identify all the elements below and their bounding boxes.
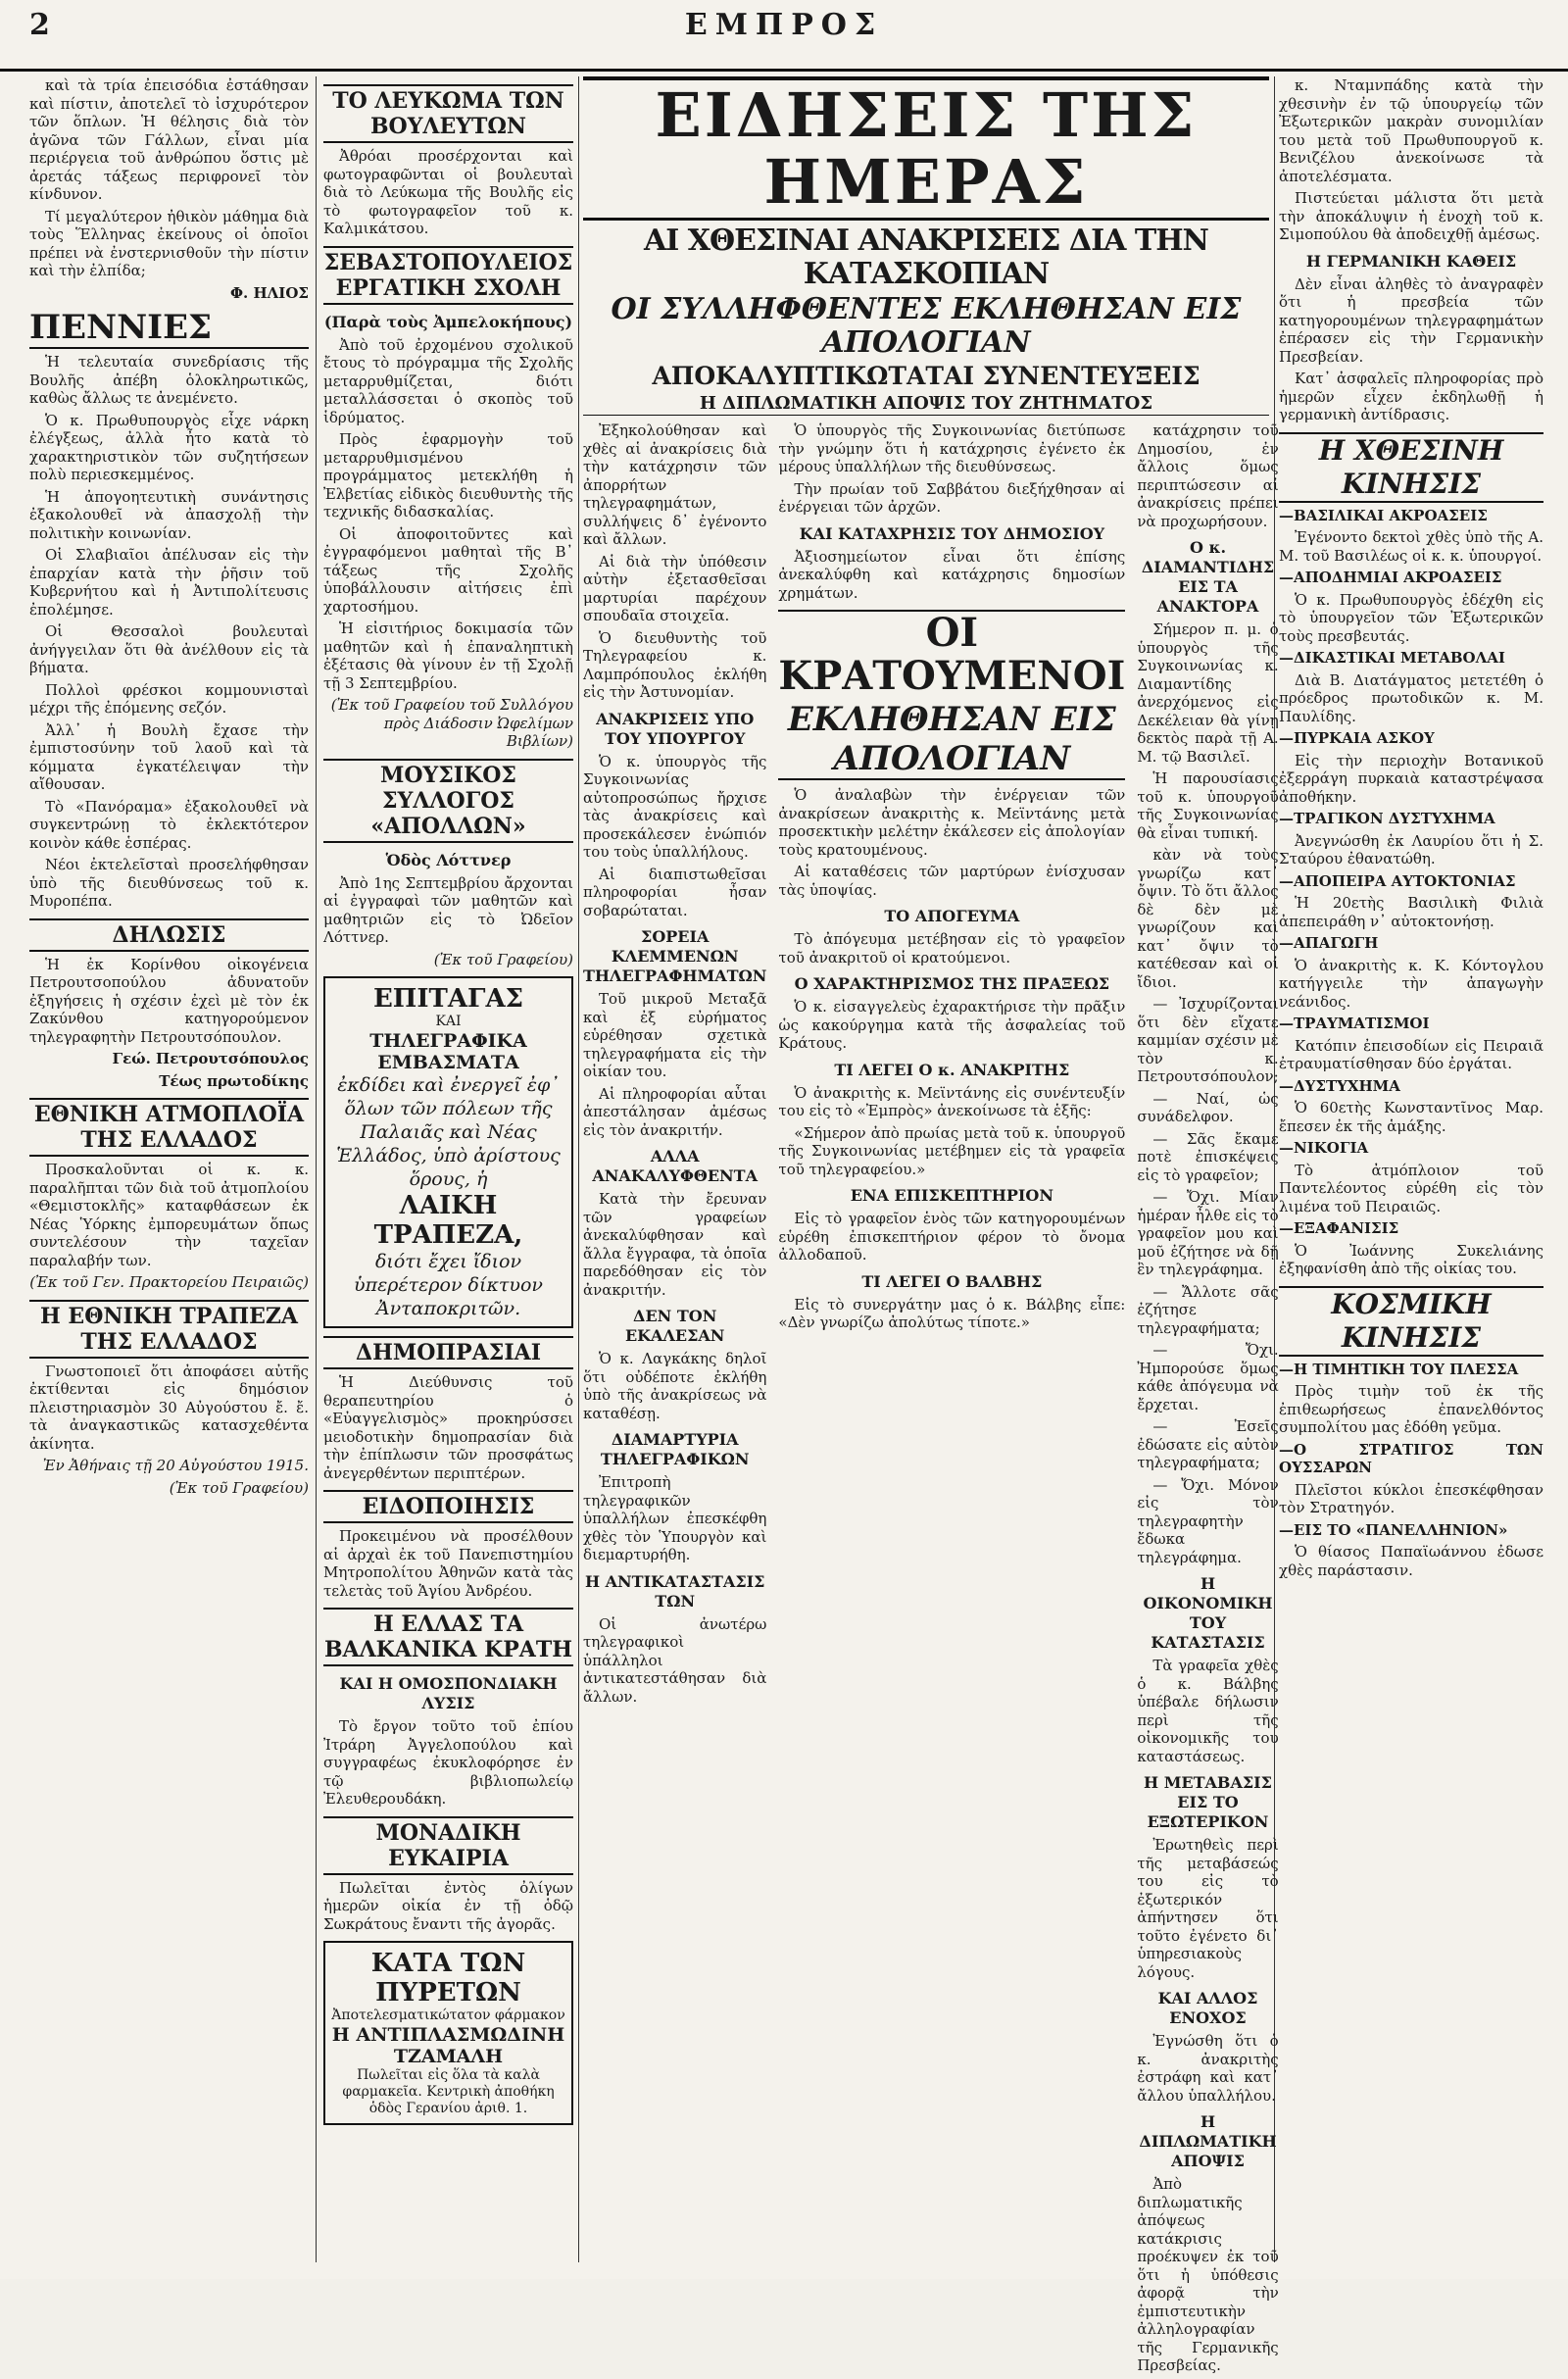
paragraph: — Ὄχι. Μίαν ἡμέραν ἦλθε εἰς τὸ γραφεῖον μου καὶ μοῦ ἐζήτησε νὰ δῇ ἓν τηλεγράφημα. xyxy=(1137,1188,1279,1278)
headline: ΑΙ ΧΘΕΣΙΝΑΙ ΑΝΑΚΡΙΣΕΙΣ ΔΙΑ ΤΗΝ ΚΑΤΑΣΚΟΠΙΑΝ xyxy=(644,223,1208,291)
big-headline: ΕΚΛΗΘΗΣΑΝ ΕΙΣ ΑΠΟΛΟΓΙΑΝ xyxy=(778,700,1125,780)
news-item xyxy=(1279,507,1544,566)
item-text: Τὸ ἀτμόπλοιον τοῦ Παντελέοντος εὑρέθη εἰς τὸν λιμένα τοῦ Πειραιῶς. xyxy=(1279,1161,1544,1215)
subheading: ΤΙ ΛΕΓΕΙ Ο κ. ΑΝΑΚΡΙΤΗΣ xyxy=(834,1060,1070,1079)
paragraph: Ὁ ὑπουργὸς τῆς Συγκοινωνίας διετύπωσε τὴν γνώμην ὅτι ἡ κατάχρησις ἐγένετο ἐκ μέρους ὑπαλλήλων τῆς διευθύνσεως. xyxy=(778,421,1126,475)
paragraph: Αἱ διὰ τὴν ὑπόθεσιν αὐτὴν ἐξετασθεῖσαι μαρτυρίαι παρέχουν σπουδαῖα στοιχεῖα. xyxy=(583,552,767,624)
section-title: ΔΗΜΟΠΡΑΣΙΑΙ xyxy=(323,1336,573,1369)
paragraph: Νέοι ἐκτελεῖσταὶ προσελήφθησαν ὑπὸ τῆς διευθύνσεως τοῦ κ. Μυροπέπα. xyxy=(29,856,309,910)
item-text: Ὁ θίασος Παπαϊωάννου ἐδωσε χθὲς παράστασιν. xyxy=(1279,1543,1544,1579)
paragraph: Ἡ εἰσιτήριος δοκιμασία τῶν μαθητῶν καὶ ἡ ἐπαναληπτικὴ ἐξέτασις θὰ γίνουν ἐν τῇ Σχολῇ τῇ 3 Σεπτεμβρίου. xyxy=(323,620,573,692)
paragraph: Σήμερον π. μ. ὁ ὑπουργὸς τῆς Συγκοινωνίας κ. Διαμαντίδης ἀνερχόμενος εἰς Δεκέλειαν θὰ γίνῃ δεκτὸς παρὰ τῇ Α. Μ. τῷ Βασιλεῖ. xyxy=(1137,620,1279,766)
paragraph: Ὁ κ. ὑπουργὸς τῆς Συγκοινωνίας αὐτοπροσώπως ἤρχισε τὰς ἀνακρίσεις καὶ προσεκάλεσεν ἐνώπιόν του τοὺς ὑπαλλήλους. xyxy=(583,752,767,861)
paragraph: Τὸ ἀπόγευμα μετέβησαν εἰς τὸ γραφεῖον τοῦ ἀνακριτοῦ οἱ κρατούμενοι. xyxy=(778,930,1126,966)
advert-line: ΤΗΛΕΓΡΑΦΙΚΑ ΕΜΒΑΣΜΑΤΑ xyxy=(369,1030,527,1073)
item-title: —ΠΥΡΚΑΙΑ ΑΣΚΟΥ xyxy=(1279,729,1435,747)
paragraph: — Ὄχι. Ἠμπορούσε ὅμως κάθε ἀπόγευμα νὰ ἔρχεται. xyxy=(1137,1341,1279,1413)
item-title: —ΕΞΑΦΑΝΙΣΙΣ xyxy=(1279,1219,1399,1237)
item-title: —ΝΙΚΟΓΙΑ xyxy=(1279,1139,1369,1157)
subheading: Ο κ. ΔΙΑΜΑΝΤΙΔΗΣ ΕΙΣ ΤΑ ΑΝΑΚΤΟΡΑ xyxy=(1141,538,1275,616)
advert-line: ἐκδίδει καὶ ἐνεργεῖ ἐφ᾽ ὅλων τῶν πόλεων τῆς Παλαιᾶς καὶ Νέας Ἑλλάδος, ὑπὸ ἀρίστους ὅρους, ἡ xyxy=(336,1074,561,1190)
paragraph: Τὸ «Πανόραμα» ἐξακολουθεῖ νὰ συγκεντρώνῃ τὸ ἐκλεκτότερον κοινὸν κάθε ἑσπέρας. xyxy=(29,797,309,852)
paragraph: Ἀπὸ τοῦ ἐρχομένου σχολικοῦ ἔτους τὸ πρόγραμμα τῆς Σχολῆς μεταρρυθμίζεται, διότι μεταλλάσσεται ὁ σκοπὸς τοῦ ἱδρύματος. xyxy=(323,335,573,426)
news-column xyxy=(583,421,766,2379)
news-item xyxy=(1279,1361,1544,1437)
news-item xyxy=(1279,1441,1544,1517)
headline: Η ΔΙΠΛΩΜΑΤΙΚΗ ΑΠΟΨΙΣ ΤΟΥ ΖΗΤΗΜΑΤΟΣ xyxy=(583,393,1269,416)
paragraph: Τοῦ μικροῦ Μεταξᾶ καὶ ἐξ εὐρήματος εὑρέθησαν σχετικὰ τηλεγραφήματα εἰς τὴν οἰκίαν του. xyxy=(583,990,767,1080)
section-title: Η ΧΘΕΣΙΝΗ ΚΙΝΗΣΙΣ xyxy=(1279,432,1544,503)
news-item xyxy=(1279,569,1544,645)
item-text: Εἰς τὴν περιοχὴν Βοτανικοῦ ἐξερράγη πυρκαιὰ καταστρέψασα ἀποθήκην. xyxy=(1279,751,1544,806)
paragraph: Ὁ ἀνακριτὴς κ. Μεϊντάνης εἰς συνέντευξίν του εἰς τὸ «Ἐμπρὸς» ἀνεκοίνωσε τὰ ἑξῆς: xyxy=(778,1083,1126,1119)
paragraph: Ἀλλ᾽ ἡ Βουλὴ ἔχασε τὴν ἐμπιστοσύνην τοῦ λαοῦ καὶ τὰ κόμματα ἐγκατέλειψαν τὴν αἴθουσαν. xyxy=(29,720,309,793)
paragraph: Κατὰ τὴν ἔρευναν τῶν γραφείων ἀνεκαλύφθησαν καὶ ἄλλα ἔγγραφα, τὰ ὁποῖα παρεδόθησαν εἰς τὸν ἀνακριτήν. xyxy=(583,1190,767,1299)
news-item xyxy=(1279,872,1544,931)
subheading: Ο ΧΑΡΑΚΤΗΡΙΣΜΟΣ ΤΗΣ ΠΡΑΞΕΩΣ xyxy=(794,974,1110,993)
news-of-the-day xyxy=(583,76,1279,2374)
paragraph: Γνωστοποιεῖ ὅτι ἀποφάσει αὐτῆς ἐκτίθενται εἰς δημόσιον πλειστηριασμὸν 30 Αὐγούστου ἔ. ἔ. τὰ ἀναγκαστικῶς κατασχεθέντα ἀκίνητα. xyxy=(29,1362,309,1453)
paper-name: ΕΜΠΡΟΣ xyxy=(684,8,884,42)
paragraph: Πολλοὶ φρέσκοι κομμουνισταὶ μέχρι τῆς ἐπόμενης σεζόν. xyxy=(29,680,309,717)
paragraph: Ἀπὸ 1ης Σεπτεμβρίου ἄρχονται αἱ ἐγγραφαὶ τῶν μαθητῶν καὶ μαθητριῶν εἰς τὸ Ὠδεῖον Λόττνερ. xyxy=(323,873,573,946)
headline: ΑΠΟΚΑΛΥΠΤΙΚΩΤΑΤΑΙ ΣΥΝΕΝΤΕΥΞΕΙΣ xyxy=(652,362,1200,390)
news-column xyxy=(778,421,1125,2379)
item-text: Κατόπιν ἐπεισοδίων εἰς Πειραιᾶ ἐτραυματίσθησαν δύο ἐργάται. xyxy=(1279,1036,1544,1072)
column-6 xyxy=(1279,76,1544,2267)
signature: Γεώ. Πετρουτσόπουλος xyxy=(112,1050,309,1067)
subheading: ΚΑΙ ΑΛΛΟΣ ΕΝΟΧΟΣ xyxy=(1157,1989,1258,2027)
item-title: —ΔΥΣΤΥΧΗΜΑ xyxy=(1279,1076,1400,1095)
source-note: (Ἐκ τοῦ Γεν. Πρακτορείου Πειραιῶς) xyxy=(29,1273,309,1291)
paragraph: — Σᾶς ἔκαμε ποτὲ ἐπισκέψεις εἰς τὸ γραφεῖον; xyxy=(1137,1129,1279,1184)
section-title: ΚΟΣΜΙΚΗ ΚΙΝΗΣΙΣ xyxy=(1279,1286,1544,1357)
item-text: Πλεῖστοι κύκλοι ἐπεσκέφθησαν τὸν Στρατηγόν. xyxy=(1279,1480,1544,1516)
paragraph: Αἱ καταθέσεις τῶν μαρτύρων ἐνίσχυσαν τὰς ὑποψίας. xyxy=(778,863,1126,899)
paragraph: Πρὸς ἐφαρμογὴν τοῦ μεταρρυθμισμένου προγράμματος μετεκλήθη ἡ Ἐλβετίας εἰδικὸς διευθυντὴς τῆς τεχνικῆς διδασκαλίας. xyxy=(323,430,573,520)
paragraph: Ἀξιοσημείωτον εἶναι ὅτι ἐπίσης ἀνεκαλύφθη καὶ κατάχρησις δημοσίων χρημάτων. xyxy=(778,547,1126,602)
paragraph: Τὸ ἔργον τοῦτο τοῦ ἐπίου Ἰτράρη Ἀγγελοπούλου καὶ συγγραφέως ἐκυκλοφόρησε ἐν τῷ βιβλιοπωλείῳ Ἐλευθερουδάκη. xyxy=(323,1717,573,1808)
item-title: —ΑΠΟΠΕΙΡΑ ΑΥΤΟΚΤΟΝΙΑΣ xyxy=(1279,871,1516,890)
section-title: ΕΘΝΙΚΗ ΑΤΜΟΠΛΟΪΑ ΤΗΣ ΕΛΛΑΔΟΣ xyxy=(29,1098,309,1157)
paragraph: Ἐγνώσθη ὅτι ὁ κ. ἀνακριτὴς ἐστράφη καὶ κατ᾽ ἄλλου ὑπαλλήλου. xyxy=(1137,2032,1279,2105)
paragraph: κατάχρησιν τοῦ Δημοσίου, ἐν ἄλλοις ὅμως περιπτώσεσιν αἱ ἀνακρίσεις πρέπει νὰ προχωρήσουν. xyxy=(1137,421,1279,530)
paragraph: Οἱ ἀποφοιτοῦντες καὶ ἐγγραφόμενοι μαθηταὶ τῆς Β᾽ τάξεως τῆς Σχολῆς ὑποβάλλουσιν αἰτήσεις ἐπὶ χαρτοσήμου. xyxy=(323,524,573,616)
intro-signature: Φ. ΗΛΙΟΣ xyxy=(229,283,309,302)
paragraph: κὰν νὰ τοὺς γνωρίζω κατ᾽ ὄψιν. Τὸ ὅτι ἄλλος δὲ δὲν μὲ γνωρίζουν καὶ κατ᾽ ὄψιν τὸ κατέθεσαν καὶ οἱ ἴδιοι. xyxy=(1137,846,1279,991)
paragraph: Προκειμένου νὰ προσέλθουν αἱ ἀρχαὶ ἐκ τοῦ Πανεπιστημίου Μητροπολίτου Ἀθηνῶν κατὰ τὰς τελετὰς τοῦ Ἁγίου Ἀνδρέου. xyxy=(323,1527,573,1600)
paragraph: Εἰς τὸ γραφεῖον ἑνὸς τῶν κατηγορουμένων εὑρέθη ἐπισκεπτήριον φέρον τὸ ὄνομα ἀλλοδαποῦ. xyxy=(778,1210,1126,1264)
column-2 xyxy=(323,76,573,2267)
paragraph: «Σήμερον ἀπὸ πρωίας μετὰ τοῦ κ. ὑπουργοῦ τῆς Συγκοινωνίας μετέβημεν εἰς τὰ γραφεῖα τοῦ τηλεγραφείου.» xyxy=(778,1123,1126,1178)
source-note: (Ἐκ τοῦ Γραφείου) xyxy=(433,950,573,968)
paragraph: Ἐξηκολούθησαν καὶ χθὲς αἱ ἀνακρίσεις διὰ τὴν κατάχρησιν τῶν ἀπορρήτων τηλεγραφημάτων, συλλήψεις δ᾽ ἐγένοντο καὶ ἄλλων. xyxy=(583,421,767,548)
paragraph: Οἱ Σλαβιαῖοι ἀπέλυσαν εἰς τὴν ἐπαρχίαν κατὰ τὴν ῥῆσιν τοῦ Κυβερνήτου καὶ ἡ Ἀντιπολίτευσις ἐπολέμησε. xyxy=(29,546,309,619)
paragraph: Εἰς τὸ συνεργάτην μας ὁ κ. Βάλβης εἶπε: «Δὲν γνωρίζω ἀπολύτως τίποτε.» xyxy=(778,1295,1126,1331)
headline: ΟΙ ΣΥΛΛΗΦΘΕΝΤΕΣ ΕΚΛΗΘΗΣΑΝ ΕΙΣ ΑΠΟΛΟΓΙΑΝ xyxy=(611,292,1242,360)
paragraph: Προσκαλοῦνται οἱ κ. κ. παραλῆπται τῶν διὰ τοῦ ἀτμοπλοίου «Θεμιστοκλῆς» καταφθάσεων ἐκ Νέας Ὑόρκης ἐμπορευμάτων ὅπως συντελέσουν τὴν ταχεῖαν παραλαβήν των. xyxy=(29,1161,309,1269)
big-headline: ΟΙ ΚΡΑΤΟΥΜΕΝΟΙ xyxy=(778,610,1126,699)
subheading: ΔΙΑΜΑΡΤΥΡΙΑ ΤΗΛΕΓΡΑΦΙΚΩΝ xyxy=(600,1430,750,1468)
paragraph: — Ἐσεῖς ἐδώσατε εἰς αὐτὸν τηλεγραφήματα; xyxy=(1137,1417,1279,1471)
subheading: ΚΑΙ ΚΑΤΑΧΡΗΣΙΣ ΤΟΥ ΔΗΜΟΣΙΟΥ xyxy=(799,523,1105,543)
paragraph: Ἡ τελευταία συνεδρίασις τῆς Βουλῆς ἀπέβη ὁλοκληρωτικῶς, καθὼς ἄλλως τε ἀνεμένετο. xyxy=(29,353,309,407)
news-item xyxy=(1279,649,1544,725)
paragraph: Οἱ ἀνωτέρω τηλεγραφικοὶ ὑπάλληλοι ἀντικατεστάθησαν διὰ ἄλλων. xyxy=(583,1614,767,1706)
section-subtitle: ΚΑΙ Η ΟΜΟΣΠΟΝΔΙΑΚΗ ΛΥΣΙΣ xyxy=(339,1674,558,1712)
paragraph: Ἡ ἐκ Κορίνθου οἰκογένεια Πετρουτσοπούλου ἀδυνατοῦν ἐξηγήσεις ἡ σχέσιν ἐχεὶ μὲ τὸν ἐκ Ζακύνθου κατηγορούμενον τηλεγραφητὴν Πετρουτσόπουλον. xyxy=(29,955,309,1046)
signature-title: Τέως πρωτοδίκης xyxy=(159,1071,309,1090)
item-title: —ΒΑΣΙΛΙΚΑΙ ΑΚΡΟΑΣΕΙΣ xyxy=(1279,506,1488,524)
news-item xyxy=(1279,810,1544,868)
paragraph: Αἱ διαπιστωθεῖσαι πληροφορίαι ἦσαν σοβαρώταται. xyxy=(583,865,767,919)
advert-line: ΛΑΙΚΗ ΤΡΑΠΕΖΑ, xyxy=(373,1191,523,1250)
item-text: Ἡ 20ετὴς Βασιλικὴ Φιλιὰ ἀπεπειράθη ν᾽ αὐτοκτονήσῃ. xyxy=(1279,894,1544,930)
subheading: ΔΕΝ ΤΟΝ ΕΚΑΛΕΣΑΝ xyxy=(624,1307,725,1345)
advert-line: ΕΠΙΤΑΓΑΣ xyxy=(372,984,524,1014)
section-subtitle: Ὁδὸς Λόττνερ xyxy=(385,850,512,869)
paragraph: Κατ᾽ ἀσφαλεῖς πληροφορίας πρὸ ἡμερῶν εἶχεν ἐκδηλωθῇ ἡ γερμανικὴ ἀντίδρασις. xyxy=(1279,370,1544,423)
advert-line: ΚΑΤΑ ΤΩΝ ΠΥΡΕΤΩΝ xyxy=(370,1949,526,2007)
news-banner: ΕΙΔΗΣΕΙΣ ΤΗΣ ΗΜΕΡΑΣ xyxy=(583,76,1269,221)
paragraph: Ἡ ἀπογοητευτικὴ συνάντησις ἐξακολουθεῖ νὰ ἀπασχολῇ τὴν πολιτικὴν κοινωνίαν. xyxy=(29,487,309,542)
paragraph: κ. Νταμνπάδης κατὰ τὴν χθεσινὴν ἐν τῷ ὑπουργείῳ τῶν Ἐξωτερικῶν μακρὰν συνομιλίαν του μετὰ τοῦ Πρωθυπουργοῦ κ. Βενιζέλου ἀνεκοίνωσε τὰ ἀποτελέσματα. xyxy=(1279,76,1544,185)
news-item xyxy=(1279,1077,1544,1136)
date-line: Ἐν Ἀθήναις τῇ 20 Αὐγούστου 1915. xyxy=(42,1457,309,1474)
section-title: ΜΟΝΑΔΙΚΗ ΕΥΚΑΙΡΙΑ xyxy=(323,1816,573,1875)
column-1 xyxy=(29,76,309,2267)
section-title: Η ΕΘΝΙΚΗ ΤΡΑΠΕΖΑ ΤΗΣ ΕΛΛΑΔΟΣ xyxy=(29,1300,309,1359)
paragraph: Ὁ διευθυντὴς τοῦ Τηλεγραφείου κ. Λαμπρόπουλος ἐκλήθη εἰς τὴν Ἀστυνομίαν. xyxy=(583,628,767,701)
item-title: —ΑΠΑΓΩΓΗ xyxy=(1279,934,1379,952)
section-title: ΣΕΒΑΣΤΟΠΟΥΛΕΙΟΣ ΕΡΓΑΤΙΚΗ ΣΧΟΛΗ xyxy=(323,246,573,305)
advert-line: Πωλεῖται εἰς ὅλα τὰ καλὰ φαρμακεῖα. Κεντρικὴ ἀποθήκη ὁδὸς Γερανίου ἀριθ. 1. xyxy=(342,2067,555,2116)
column-rule xyxy=(578,76,579,2262)
subheading: ΑΝΑΚΡΙΣΕΙΣ ΥΠΟ ΤΟΥ ΥΠΟΥΡΓΟΥ xyxy=(596,709,755,748)
news-item xyxy=(1279,934,1544,1011)
item-text: Πρὸς τιμὴν τοῦ ἐκ τῆς ἐπιθεωρήσεως ἐπανελθόντος συμπολίτου μας ἐδόθη γεῦμα. xyxy=(1279,1382,1544,1436)
advert-line: Ἀποτελεσματικώτατον φάρμακον xyxy=(331,2007,565,2023)
subheading: Η ΑΝΤΙΚΑΤΑΣΤΑΣΙΣ ΤΩΝ xyxy=(584,1571,765,1611)
paragraph: Δὲν εἶναι ἀληθὲς τὸ ἀναγραφὲν ὅτι ἡ πρεσβεία τῶν κατηγορουμένων τηλεγραφημάτων ἐπέρασεν εἰς τὴν Γερμανικὴν Πρεσβείαν. xyxy=(1279,274,1544,366)
item-title: —ΑΠΟΔΗΜΙΑΙ ΑΚΡΟΑΣΕΙΣ xyxy=(1279,569,1502,586)
item-text: Ἀνεγνώσθη ἐκ Λαυρίου ὅτι ἡ Σ. Σταύρου ἐθανατώθη. xyxy=(1279,831,1544,867)
section-title: ΜΟΥΣΙΚΟΣ ΣΥΛΛΟΓΟΣ «ΑΠΟΛΛΩΝ» xyxy=(323,759,573,843)
paragraph: — Ἰσχυρίζονται ὅτι δὲν εἴχατε καμμίαν σχέσιν μὲ τὸν κ. Πετρουτσόπουλον; xyxy=(1137,995,1279,1085)
section-title: ΔΗΛΩΣΙΣ xyxy=(29,918,309,952)
news-item xyxy=(1279,1521,1544,1580)
paragraph: — Ὄχι. Μόνον εἰς τὸν τηλεγραφητὴν ἔδωκα τηλεγράφημα. xyxy=(1137,1475,1279,1566)
item-text: Ὁ 60ετὴς Κωνσταντῖνος Μαρ. ἔπεσεν ἐκ τῆς ἁμάξης. xyxy=(1279,1099,1544,1135)
news-upper-columns xyxy=(583,421,1279,2379)
news-item xyxy=(1279,1139,1544,1215)
section-title: ΠΕΝΝΙΕΣ xyxy=(29,308,309,349)
news-item xyxy=(1279,1219,1544,1278)
paragraph: Ὁ κ. Λαγκάκης δηλοῖ ὅτι οὐδέποτε ἐκλήθη ὑπὸ τῆς ἀνακρίσεως νὰ καταθέσῃ. xyxy=(583,1350,767,1422)
section-subtitle: (Παρὰ τοὺς Ἀμπελοκήπους) xyxy=(323,312,573,331)
news-column xyxy=(1137,421,1278,2379)
paragraph: Ἀπὸ διπλωματικῆς ἀπόψεως κατάκρισις προέκυψεν ἐκ τοῦ ὅτι ἡ ὑπόθεσις ἀφορᾷ τὴν ἐμπιστευτικὴν ἀλληλογραφίαν τῆς Γερμανικῆς Πρεσβείας. xyxy=(1137,2175,1279,2374)
subheading: Η ΜΕΤΑΒΑΣΙΣ ΕΙΣ ΤΟ ΕΞΩΤΕΡΙΚΟΝ xyxy=(1144,1773,1272,1831)
subheading: Η ΓΕΡΜΑΝΙΚΗ ΚΑΘΕΙΣ xyxy=(1305,251,1517,271)
intro-paragraph: Τί μεγαλύτερον ἠθικὸν μάθημα διὰ τοὺς Ἕλληνας ἐκείνους οἱ ὁποῖοι πρέπει νὰ ἐνστερνισθοῦν τὴν πίστιν καὶ τὴν ἐλπίδα; xyxy=(29,207,309,279)
news-item xyxy=(1279,729,1544,806)
page-number: 2 xyxy=(29,8,50,42)
paragraph: Οἱ Θεσσαλοὶ βουλευταὶ ἀνήγγειλαν ὅτι θὰ ἀνέλθουν εἰς τὰ βήματα. xyxy=(29,622,309,676)
bank-advert xyxy=(323,976,573,1328)
item-text: Ἐγένοντο δεκτοὶ χθὲς ὑπὸ τῆς Α. Μ. τοῦ Βασιλέως οἱ κ. κ. ὑπουργοί. xyxy=(1279,528,1544,565)
paragraph: Ὁ κ. Πρωθυπουργὸς εἶχε νάρκη ἐλέγξεως, ἀλλὰ ἦτο κατὰ τὸ χαρακτηριστικὸν τῶν συζητήσεων πολὺ περιεσκεμμένος. xyxy=(29,411,309,483)
paragraph: — Ναί, ὡς συνάδελφον. xyxy=(1137,1089,1279,1125)
paragraph: Ἀθρόαι προσέρχονται καὶ φωτογραφῶνται οἱ βουλευταὶ διὰ τὸ Λεύκωμα τῆς Βουλῆς εἰς τὸ φωτογραφεῖον τοῦ κ. Καλμικάτσου. xyxy=(323,147,573,237)
subheading: ΣΟΡΕΙΑ ΚΛΕΜΜΕΝΩΝ ΤΗΛΕΓΡΑΦΗΜΑΤΩΝ xyxy=(583,927,767,985)
paragraph: Τὰ γραφεῖα χθὲς ὁ κ. Βάλβης ὑπέβαλε δήλωσιν περὶ τῆς οἰκονομικῆς του καταστάσεως. xyxy=(1137,1657,1279,1765)
paragraph: Ἐρωτηθεὶς περὶ τῆς μεταβάσεώς του εἰς τὸ ἐξωτερικόν ἀπήντησεν ὅτι τοῦτο ἐγένετο δι᾽ ὑπηρεσιακοὺς λόγους. xyxy=(1137,1836,1279,1981)
section-title: ΤΟ ΛΕΥΚΩΜΑ ΤΩΝ ΒΟΥΛΕΥΤΩΝ xyxy=(323,84,573,143)
item-title: —ΕΙΣ ΤΟ «ΠΑΝΕΛΛΗΝΙΟΝ» xyxy=(1279,1520,1508,1539)
column-rule xyxy=(316,76,317,2262)
section-title: ΕΙΔΟΠΟΙΗΣΙΣ xyxy=(323,1490,573,1523)
subheading: Η ΔΙΠΛΩΜΑΤΙΚΗ ΑΠΟΨΙΣ xyxy=(1139,2112,1277,2170)
item-title: —ΤΡΑΓΙΚΟΝ ΔΥΣΤΥΧΗΜΑ xyxy=(1279,810,1495,827)
paragraph: Ἐπιτροπὴ τηλεγραφικῶν ὑπαλλήλων ἐπεσκέφθη χθὲς τὸν Ὑπουργὸν καὶ διεμαρτυρήθη. xyxy=(583,1473,767,1563)
source-note: (Ἐκ τοῦ Γραφείου) xyxy=(169,1478,309,1497)
paragraph: Ἡ Διεύθυνσις τοῦ θεραπευτηρίου ὁ «Εὐαγγελισμὸς» προκηρύσσει μειοδοτικὴν δημοπρασίαν διὰ τὴν ἐπίπλωσιν τῶν προσφάτως ἀνεγερθέντων περιπτέρων. xyxy=(323,1373,573,1482)
source-note: (Ἐκ τοῦ Γραφείου τοῦ Συλλόγου πρὸς Διάδοσιν Ὠφελίμων Βιβλίων) xyxy=(330,696,573,750)
paragraph: Ὁ κ. εἰσαγγελεὺς ἐχαρακτήρισε τὴν πρᾶξιν ὡς κακούργημα κατὰ τῆς ἀσφαλείας τοῦ Κράτους. xyxy=(778,998,1126,1052)
item-title: —ΤΡΑΥΜΑΤΙΣΜΟΙ xyxy=(1279,1015,1430,1032)
advert-line: ΚΑΙ xyxy=(435,1014,462,1029)
news-item xyxy=(1279,1015,1544,1073)
item-text: Ὁ ἀνακριτὴς κ. Κ. Κόντογλου κατήγγειλε τὴν ἀπαγωγὴν νεάνιδος. xyxy=(1279,956,1544,1011)
paragraph: Τὴν πρωίαν τοῦ Σαββάτου διεξήχθησαν αἱ ἐνέργειαι τῶν ἀρχῶν. xyxy=(778,479,1126,516)
paragraph: — Ἄλλοτε σᾶς ἐζήτησε τηλεγραφήματα; xyxy=(1137,1282,1279,1337)
item-text: Ὁ κ. Πρωθυπουργὸς ἐδέχθη εἰς τὸ ὑπουργεῖον τῶν Ἐξωτερικῶν τοὺς πρεσβευτάς. xyxy=(1279,590,1544,645)
item-title: —Η ΤΙΜΗΤΙΚΗ ΤΟΥ ΠΛΕΣΣΑ xyxy=(1279,1360,1519,1378)
section-title: Η ΕΛΛΑΣ ΤΑ ΒΑΛΚΑΝΙΚΑ ΚΡΑΤΗ xyxy=(323,1608,573,1666)
subheading: ΤΙ ΛΕΓΕΙ Ο ΒΑΛΒΗΣ xyxy=(861,1271,1043,1291)
advert-line: Η ΑΝΤΙΠΛΑΣΜΩΔΙΝΗ ΤΖΑΜΑΛΗ xyxy=(331,2024,565,2067)
paragraph: Πιστεύεται μάλιστα ὅτι μετὰ τὴν ἀποκάλυψιν ἡ ἐνοχὴ τοῦ κ. Σιμοπούλου θὰ ἀποδειχθῇ ἀμέσως. xyxy=(1279,189,1544,243)
subheading: ΤΟ ΑΠΟΓΕΥΜΑ xyxy=(884,907,1020,925)
advert-line: διότι ἔχει ἴδιον ὑπερέτερον δίκτυον Ἀνταποκριτῶν. xyxy=(354,1251,543,1319)
paragraph: Πωλεῖται ἐντὸς ὀλίγων ἡμερῶν οἰκία ἐν τῇ ὁδῷ Σωκράτους ἔναντι τῆς ἀγορᾶς. xyxy=(323,1878,573,1933)
paragraph: Ὁ ἀναλαβὼν τὴν ἐνέργειαν τῶν ἀνακρίσεων ἀνακριτὴς κ. Μεϊντάνης μετὰ προσεκτικὴν μελέτην ἐκάλεσεν εἰς ἀπολογίαν τοὺς κρατουμένους. xyxy=(778,786,1126,859)
item-text: Διὰ Β. Διατάγματος μετετέθη ὁ πρόεδρος πρωτοδικῶν κ. Μ. Παυλίδης. xyxy=(1279,670,1544,725)
intro-paragraph: καὶ τὰ τρία ἐπεισόδια ἐστάθησαν καὶ πίστιν, ἀποτελεῖ τὸ ἰσχυρότερον τῶν ὅπλων. Ἡ θέλησις διὰ τὸν ἀγῶνα τῶν Γάλλων, εἶναι μία περιέργεια τοῦ ἀνθρώπου ὅστις μὲ ἀρετάς τάξεως περιφρονεῖ τὸν κίνδυνον. xyxy=(29,76,309,203)
item-text: Ὁ Ἰωάννης Συκελιάνης ἐξηφανίσθη ἀπὸ τῆς οἰκίας του. xyxy=(1279,1241,1544,1277)
masthead xyxy=(0,0,1568,72)
subheading: ΑΛΛΑ ΑΝΑΚΑΛΥΦΘΕΝΤΑ xyxy=(592,1147,758,1185)
item-title: —Ο ΣΤΡΑΤΙΓΟΣ ΤΩΝ ΟΥΣΣΑΡΩΝ xyxy=(1279,1440,1544,1476)
medicine-advert xyxy=(323,1941,573,2125)
subheading: ΕΝΑ ΕΠΙΣΚΕΠΤΗΡΙΟΝ xyxy=(850,1186,1054,1205)
item-title: —ΔΙΚΑΣΤΙΚΑΙ ΜΕΤΑΒΟΛΑΙ xyxy=(1279,649,1505,667)
paragraph: Ἡ παρουσίασις τοῦ κ. ὑπουργοῦ τῆς Συγκοινωνίας θὰ εἶναι τυπική. xyxy=(1137,769,1279,842)
paragraph: Αἱ πληροφορίαι αὗται ἀπεστάλησαν ἀμέσως εἰς τὸν ἀνακριτήν. xyxy=(583,1084,767,1139)
subheading: Η ΟΙΚΟΝΟΜΙΚΗ ΤΟΥ ΚΑΤΑΣΤΑΣΙΣ xyxy=(1143,1574,1273,1652)
